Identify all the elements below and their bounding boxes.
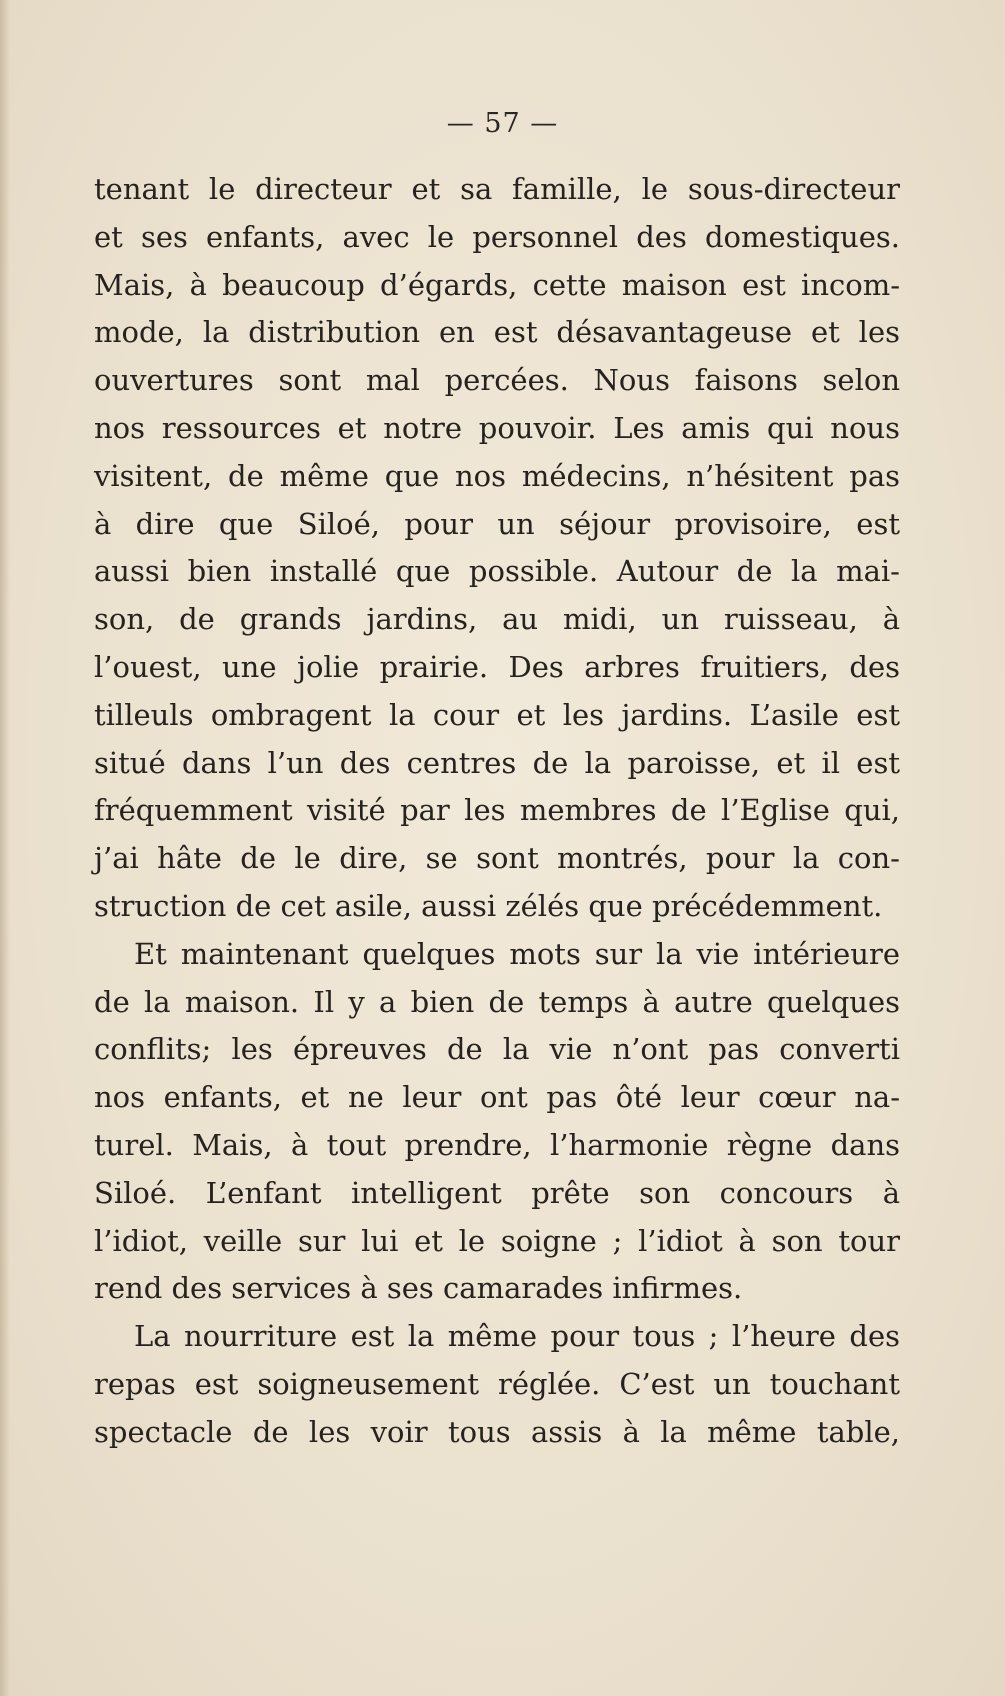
text-line: aussi bien installé que possible. Autour de la mai-: [94, 554, 900, 589]
page-number: — 57 —: [446, 108, 559, 139]
text-line: visitent, de même que nos médecins, n’hésitent pas: [94, 458, 900, 493]
text-line: Mais, à beaucoup d’égards, cette maison est incom-: [94, 267, 900, 302]
text-line: turel. Mais, à tout prendre, l’harmonie règne dans: [94, 1127, 900, 1162]
text-line: son, de grands jardins, au midi, un ruisseau, à: [94, 602, 900, 637]
text-line: Siloé. L’enfant intelligent prête son concours à: [94, 1175, 900, 1210]
body-text: [94, 166, 900, 1457]
text-line: de la maison. Il y a bien de temps à autre quelques: [94, 984, 900, 1019]
text-line: à dire que Siloé, pour un séjour provisoire, est: [94, 506, 900, 541]
text-line: spectacle de les voir tous assis à la même table,: [94, 1414, 900, 1449]
text-line: ouvertures sont mal percées. Nous faisons selon: [94, 363, 900, 398]
text-line: mode, la distribution en est désavantageuse et les: [94, 315, 900, 350]
text-line: conflits; les épreuves de la vie n’ont pas converti: [94, 1032, 900, 1067]
text-line: nos ressources et notre pouvoir. Les amis qui nous: [94, 410, 900, 445]
text-line: situé dans l’un des centres de la paroisse, et il est: [94, 745, 900, 780]
text-line: tenant le directeur et sa famille, le sous-directeur: [94, 172, 900, 206]
text-line: La nourriture est la même pour tous ; l’heure des: [134, 1319, 900, 1354]
text-line: l’ouest, une jolie prairie. Des arbres fruitiers, des: [94, 649, 900, 684]
text-line: fréquemment visité par les membres de l’Eglise qui,: [94, 793, 900, 828]
text-line: nos enfants, et ne leur ont pas ôté leur cœur na-: [94, 1080, 900, 1115]
text-line: rend des services à ses camarades infirmes.: [94, 1271, 743, 1306]
text-line: struction de cet asile, aussi zélés que précédemment.: [94, 888, 883, 923]
text-line: tilleuls ombragent la cour et les jardins. L’asile est: [94, 697, 900, 732]
text-line: l’idiot, veille sur lui et le soigne ; l’idiot à son tour: [94, 1223, 900, 1258]
text-line: repas est soigneusement réglée. C’est un touchant: [94, 1366, 900, 1401]
page-edge-shadow: [0, 0, 10, 1696]
text-line: j’ai hâte de le dire, se sont montrés, pour la con-: [94, 841, 900, 876]
text-line: et ses enfants, avec le personnel des domestiques.: [94, 219, 900, 254]
text-line: Et maintenant quelques mots sur la vie intérieure: [134, 936, 900, 971]
